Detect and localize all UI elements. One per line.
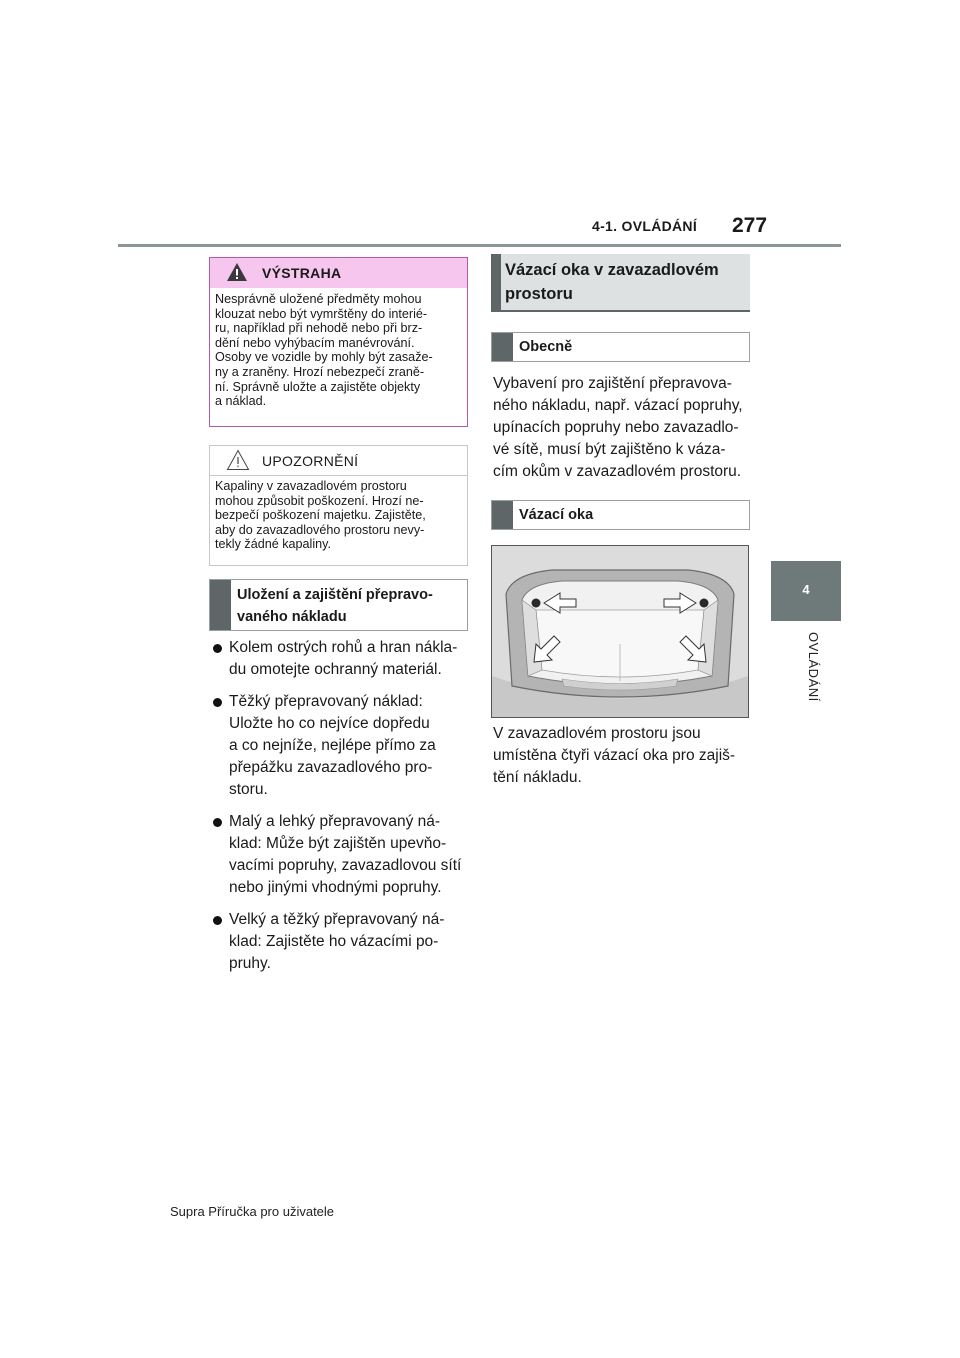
list-item-line: nebo jinými vhodnými popruhy. bbox=[229, 879, 442, 896]
paragraph-line: vé sítě, musí být zajištěno k váza- bbox=[493, 441, 726, 458]
paragraph-line: V zavazadlovém prostoru jsou bbox=[493, 725, 701, 742]
paragraph-line: ného nákladu, např. vázací popruhy, bbox=[493, 397, 743, 414]
subheading-bar bbox=[492, 333, 513, 361]
list-item-line: Malý a lehký přepravovaný ná- bbox=[229, 813, 441, 830]
warning-box bbox=[209, 257, 468, 427]
chapter-section-title: 4-1. OVLÁDÁNÍ bbox=[592, 218, 698, 234]
warning-triangle-outline-icon bbox=[226, 449, 250, 471]
notice-line: mohou způsobit poškození. Hrozí ne- bbox=[215, 493, 424, 508]
page-number: 277 bbox=[732, 214, 768, 237]
subheading-text: Obecně bbox=[519, 339, 573, 355]
section-heading-line: Vázací oka v zavazadlovém bbox=[505, 261, 719, 279]
warning-line: ní. Správně uložte a zajistěte objekty bbox=[215, 379, 421, 394]
notice-header bbox=[210, 446, 467, 476]
list-item-line: Kolem ostrých rohů a hran nákla- bbox=[229, 639, 458, 656]
footer-text: Supra Příručka pro uživatele bbox=[170, 1204, 335, 1219]
general-subheading bbox=[491, 332, 750, 362]
warning-title: VÝSTRAHA bbox=[262, 265, 342, 281]
section-heading-bar bbox=[491, 254, 501, 310]
list-item-line: du omotejte ochranný materiál. bbox=[229, 661, 442, 678]
notice-line: Kapaliny v zavazadlovém prostoru bbox=[215, 479, 407, 493]
general-paragraph bbox=[493, 373, 755, 483]
section-heading-line: prostoru bbox=[505, 285, 573, 303]
list-item-line: klad: Zajistěte ho vázacími po- bbox=[229, 933, 439, 950]
list-item-line: přepážku zavazadlového pro- bbox=[229, 759, 433, 776]
notice-line: bezpečí poškození majetku. Zajistěte, bbox=[215, 508, 426, 523]
notice-box bbox=[209, 445, 468, 566]
list-item-line: klad: Může být zajištěn upevňo- bbox=[229, 835, 447, 852]
list-item bbox=[212, 909, 474, 975]
notice-line: aby do zavazadlového prostoru nevy- bbox=[215, 522, 425, 537]
section-heading-text bbox=[505, 258, 719, 306]
subheading-text bbox=[237, 584, 433, 628]
list-item-line: vacími popruhy, zavazadlovou sítí bbox=[229, 857, 462, 874]
subheading-line: vaného nákladu bbox=[237, 609, 347, 625]
tie-down-eyes-paragraph bbox=[493, 723, 755, 789]
subheading-line: Uložení a zajištění přepravo- bbox=[237, 587, 433, 603]
subheading-bar bbox=[210, 580, 231, 630]
header-rule bbox=[118, 244, 841, 247]
list-item bbox=[212, 811, 474, 899]
notice-title: UPOZORNĚNÍ bbox=[262, 453, 359, 469]
chapter-tab-number: 4 bbox=[802, 582, 810, 597]
notice-text bbox=[215, 479, 461, 552]
warning-line: ru, například při nehodě nebo při brz- bbox=[215, 321, 423, 336]
list-item-line: pruhy. bbox=[229, 955, 271, 972]
paragraph-line: umístěna čtyři vázací oka pro zajiš- bbox=[493, 747, 736, 764]
paragraph-line: Vybavení pro zajištění přepravova- bbox=[493, 375, 732, 392]
list-item-line: Velký a těžký přepravovaný ná- bbox=[229, 911, 445, 928]
warning-line: a náklad. bbox=[215, 394, 267, 409]
trunk-illustration bbox=[492, 546, 748, 717]
cargo-bullet-list bbox=[212, 637, 474, 985]
warning-line: ny a zraněny. Hrozí nebezpečí zraně- bbox=[215, 364, 425, 379]
tie-down-eyes-subheading bbox=[491, 500, 750, 530]
paragraph-line: tění nákladu. bbox=[493, 769, 582, 786]
paragraph-line: cím okům v zavazadlovém prostoru. bbox=[493, 463, 742, 480]
notice-line: tekly žádné kapaliny. bbox=[215, 537, 331, 552]
cargo-storage-subheading bbox=[209, 579, 468, 631]
trunk-figure bbox=[491, 545, 749, 718]
list-item bbox=[212, 691, 474, 801]
chapter-tab-label: OVLÁDÁNÍ bbox=[806, 632, 821, 702]
warning-header bbox=[210, 258, 467, 288]
warning-triangle-filled-icon bbox=[226, 262, 248, 282]
list-item-line: storu. bbox=[229, 781, 268, 798]
warning-line: Nesprávně uložené předměty mohou bbox=[215, 292, 422, 306]
warning-line: Osoby ve vozidle by mohly být zasaže- bbox=[215, 350, 433, 365]
list-item-line: Těžký přepravovaný náklad: bbox=[229, 693, 423, 710]
list-item-line: Uložte ho co nejvíce dopředu bbox=[229, 715, 430, 732]
subheading-bar bbox=[492, 501, 513, 529]
warning-line: dění nebo vyhýbacím manévrování. bbox=[215, 335, 415, 350]
warning-text bbox=[215, 292, 461, 409]
warning-line: klouzat nebo být vymrštěny do interié- bbox=[215, 306, 428, 321]
list-item bbox=[212, 637, 474, 681]
list-item-line: a co nejníže, nejlépe přímo za bbox=[229, 737, 436, 754]
paragraph-line: upínacích popruhy nebo zavazadlo- bbox=[493, 419, 739, 436]
section-heading bbox=[491, 254, 750, 312]
subheading-text: Vázací oka bbox=[519, 507, 594, 523]
